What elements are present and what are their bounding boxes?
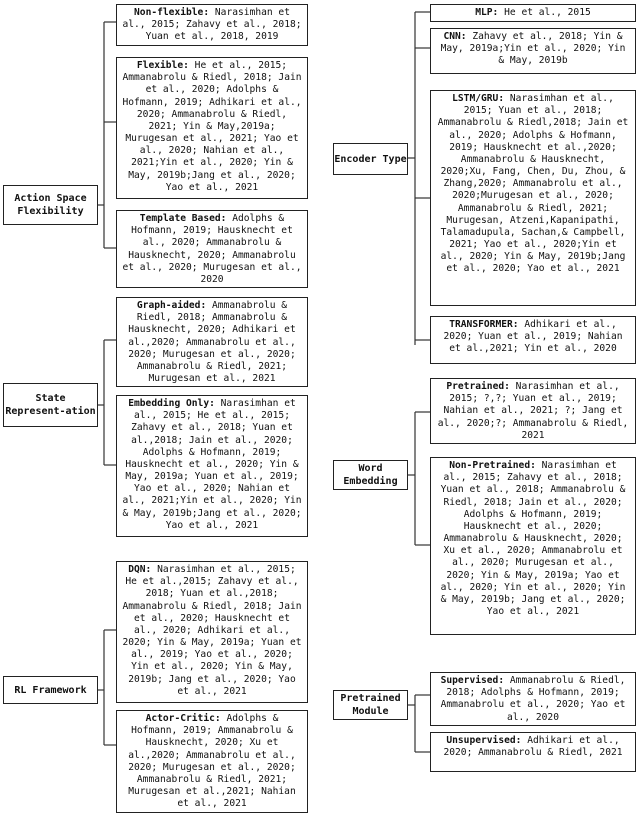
box-unsupervised: Unsupervised: Adhikari et al., 2020; Ammanabrolu & Riedl, 2021 bbox=[430, 732, 636, 772]
box-dqn: DQN: Narasimhan et al., 2015; He et al.,2015; Zahavy et al., 2018; Yuan et al.,2018; Ammanabrolu & Riedl, 2018; Jain et al., 2020; Hausknecht et al., 2020; Adhikari et al., 2020; Yin & May, 2019a; Yuan et al., 2019; Yao et al., 2020; Yin et al., 2020; Yin & May, 2019b; Jang et al., 2020; Yao et al., 2021 bbox=[116, 561, 308, 703]
box-lstm-gru: LSTM/GRU: Narasimhan et al., 2015; Yuan et al., 2018; Ammanabrolu & Riedl,2018; Jain et al., 2020; Adolphs & Hofmann, 2019; Hausknecht et al.,2020; Ammanabrolu & Hausknecht, 2020;Xu, Fang, Chen, Du, Zhou, & Zhang,2020; Ammanabrolu et al., 2020;Murugesan et al., 2020; Ammanabrolu & Riedl, 2021; Murugesan, Atzeni,Kapanipathi, Talamadupula, Sachan,& Campbell, 2021; Yao et al., 2020;Yin et al., 2020; Yin & May, 2019b;Jang et al., 2020; Yao et al., 2021 bbox=[430, 90, 636, 306]
category-encoder-type: Encoder Type bbox=[333, 143, 408, 175]
category-word-embedding: Word Embedding bbox=[333, 460, 408, 490]
box-actor-critic: Actor-Critic: Adolphs & Hofmann, 2019; Ammanabrolu & Hausknecht, 2020; Xu et al.,2020; Ammanabrolu et al., 2020; Murugesan et al., 2020; Ammanabrolu & Riedl, 2021; Murugesan et al.,2021; Nahian et al., 2021 bbox=[116, 710, 308, 813]
box-pretrained: Pretrained: Narasimhan et al., 2015; ?,?; Yuan et al., 2019; Nahian et al., 2021; ?; Jang et al., 2020;?; Ammanabrolu & Riedl, 2021 bbox=[430, 378, 636, 444]
category-action-space-flexibility: Action Space Flexibility bbox=[3, 185, 98, 225]
category-state-representation: State Represent-ation bbox=[3, 383, 98, 427]
box-template-based: Template Based: Adolphs & Hofmann, 2019; Hausknecht et al., 2020; Ammanabrolu & Hausknecht, 2020; Ammanabrolu et al., 2020; Murugesan et al., 2020 bbox=[116, 210, 308, 288]
box-transformer: TRANSFORMER: Adhikari et al., 2020; Yuan et al., 2019; Nahian et al.,2021; Yin et al., 2020 bbox=[430, 316, 636, 364]
box-cnn: CNN: Zahavy et al., 2018; Yin & May, 2019a;Yin et al., 2020; Yin & May, 2019b bbox=[430, 28, 636, 74]
box-non-flexible: Non-flexible: Narasimhan et al., 2015; Zahavy et al., 2018; Yuan et al., 2018, 2019 bbox=[116, 4, 308, 46]
box-supervised: Supervised: Ammanabrolu & Riedl, 2018; Adolphs & Hofmann, 2019; Ammanabrolu et al., 2020; Yao et al., 2020 bbox=[430, 672, 636, 726]
box-flexible: Flexible: He et al., 2015; Ammanabrolu & Riedl, 2018; Jain et al., 2020; Adolphs & Hofmann, 2019; Adhikari et al., 2020; Ammanabrolu & Riedl, 2021; Yin & May,2019a; Murugesan et al., 2021; Yao et al., 2020; Nahian et al., 2021;Yin et al., 2020; Yin & May, 2019b;Jang et al., 2020; Yao et al., 2021 bbox=[116, 57, 308, 199]
category-rl-framework: RL Framework bbox=[3, 676, 98, 704]
box-non-pretrained: Non-Pretrained: Narasimhan et al., 2015; Zahavy et al., 2018; Yuan et al., 2018; Ammanabrolu & Riedl, 2018; Jain et al., 2020; Adolphs & Hofmann, 2019; Hausknecht et al., 2020; Ammanabrolu & Hausknecht, 2020; Xu et al., 2020; Ammanabrolu et al., 2020; Murugesan et al., 2020; Yin & May, 2019a; Yao et al., 2020; Yin et al., 2020; Yin & May, 2019b; Jang et al., 2020; Yao et al., 2021 bbox=[430, 457, 636, 635]
box-graph-aided: Graph-aided: Ammanabrolu & Riedl, 2018; Ammanabrolu & Hausknecht, 2020; Adhikari et al.,2020; Ammanabrolu et al., 2020; Murugesan et al., 2020; Ammanabrolu & Riedl, 2021; Murugesan et al., 2021 bbox=[116, 297, 308, 387]
box-embedding-only: Embedding Only: Narasimhan et al., 2015; He et al., 2015; Zahavy et al., 2018; Yuan et al.,2018; Jain et al., 2020; Adolphs & Hofmann, 2019; Hausknecht et al., 2020; Yin & May, 2019a; Yuan et al., 2019; Yao et al., 2020; Nahian et al., 2021;Yin et al., 2020; Yin & May, 2019b;Jang et al., 2020; Yao et al., 2021 bbox=[116, 395, 308, 537]
category-pretrained-module: Pretrained Module bbox=[333, 690, 408, 720]
box-mlp: MLP: He et al., 2015 bbox=[430, 4, 636, 22]
